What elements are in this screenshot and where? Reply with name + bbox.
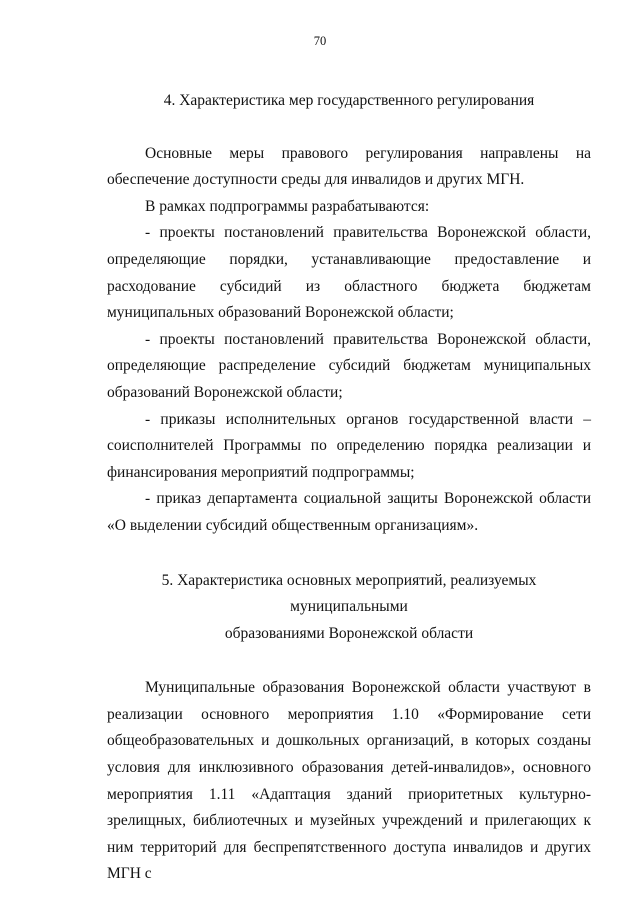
section-5-paragraph: Муниципальные образования Воронежской области участвуют в реализации основного мероприятия 1.10 «Формирование сети общеобразовательных и дошкольных организаций, в которых созданы условия для инклюзивного образования детей-инвалидов», основного мероприятия 1.11 «Адаптация зданий приоритетных культурно-зрелищных, библиотечных и музейных учреждений и прилегающих к ним территорий для беспрепятственного доступа инвалидов и других МГН с — [107, 679, 591, 883]
section-4-paragraph: Основные меры правового регулирования направлены на обеспечение доступности среды для инвалидов и других МГН. — [107, 144, 591, 189]
section-4-list-item: - приказ департамента социальной защиты Воронежской области «О выделении субсидий общественным организациям». — [107, 490, 591, 534]
section-5-heading-line-2: образованиями Воронежской области — [224, 624, 474, 642]
document-body — [107, 88, 591, 888]
section-4-heading: 4. Характеристика мер государственного регулирования — [163, 92, 535, 109]
section-4-list-item: - проекты постановлений правительства Воронежской области, определяющие порядки, устанавливающие предоставление и расходование субсидий из областного бюджета бюджетам муниципальных образований Воронежской области; — [107, 224, 591, 322]
page-number: 70 — [313, 34, 327, 48]
section-4-list-item: - приказы исполнительных органов государственной власти – соисполнителей Программы по определению порядка реализации и финансирования мероприятий подпрограммы; — [107, 410, 591, 481]
section-5-heading-line-1: 5. Характеристика основных мероприятий, реализуемых муниципальными — [161, 571, 537, 616]
section-4-paragraph: В рамках подпрограммы разрабатываются: — [145, 197, 430, 215]
section-4-list-item: - проекты постановлений правительства Воронежской области, определяющие распределение субсидий бюджетам муниципальных образований Воронежской области; — [107, 330, 591, 401]
